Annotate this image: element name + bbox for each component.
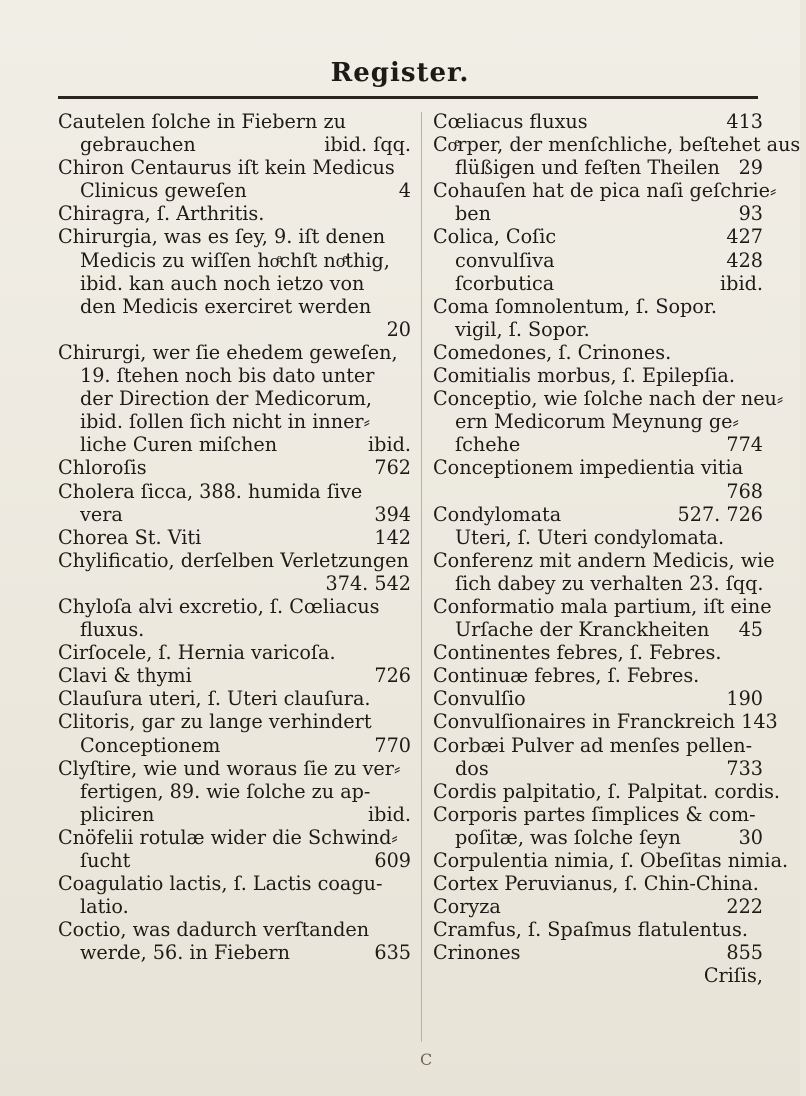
entry-page-ref: Criſis,	[703, 964, 763, 988]
index-entry	[58, 918, 411, 941]
entry-page-ref	[405, 757, 411, 780]
index-entry	[58, 110, 411, 133]
index-column-left	[58, 110, 411, 964]
index-entry	[58, 941, 411, 964]
index-entry	[58, 341, 411, 364]
entry-text: Clauſura uteri, ſ. Uteri clauſura.	[58, 687, 371, 711]
entry-text: vera	[80, 502, 123, 526]
entry-page-ref	[764, 572, 770, 595]
entry-text: ſchehe	[455, 433, 521, 457]
entry-page-ref: 413	[726, 110, 763, 133]
index-entry	[58, 295, 411, 318]
entry-page-ref: 394	[374, 502, 411, 526]
entry-text: liche Curen miſchen	[80, 433, 278, 457]
index-entry	[58, 433, 411, 456]
entry-text: Convulſio	[433, 687, 526, 711]
entry-text: Chirurgi, wer ſie ehedem geweſen,	[58, 340, 398, 364]
index-entry	[433, 941, 763, 964]
index-entry	[58, 549, 411, 572]
index-entry	[58, 364, 411, 387]
index-entry	[58, 133, 411, 156]
entry-page-ref	[405, 364, 411, 387]
entry-page-ref	[405, 918, 411, 941]
entry-text: Conformatio mala partium, iſt eine	[433, 594, 772, 618]
entry-text: Crinones	[433, 941, 521, 965]
entry-page-ref: 774	[726, 433, 763, 457]
entry-text: Corpulentia nimia, ſ. Obeſitas nimia.	[433, 849, 789, 872]
entry-text: Continentes febres, ſ. Febres.	[433, 641, 722, 665]
entry-text	[58, 572, 320, 595]
header-rule	[58, 96, 758, 99]
index-entry	[433, 918, 763, 941]
entry-text: ſcorbutica	[455, 271, 555, 295]
index-entry	[433, 687, 763, 710]
index-entry	[433, 548, 775, 572]
index-entry	[433, 433, 763, 456]
index-entry	[433, 272, 763, 295]
entry-page-ref	[757, 295, 763, 318]
entry-page-ref: ibid. ſqq.	[324, 133, 411, 157]
entry-page-ref	[405, 295, 411, 318]
entry-text: ſucht	[80, 849, 131, 872]
index-entry	[433, 757, 763, 780]
entry-text: ibid. kan auch noch ietzo von	[80, 271, 365, 295]
entry-text: Comitialis morbus, ſ. Epilepſia.	[433, 364, 735, 388]
entry-text: Chirurgia, was es ſey, 9. iſt denen	[58, 225, 386, 249]
entry-page-ref	[757, 526, 763, 549]
entry-text: Condylomata	[433, 502, 562, 526]
entry-text	[433, 480, 720, 503]
index-entry	[433, 225, 763, 248]
column-divider	[421, 112, 422, 1042]
entry-text: Conceptionem	[80, 733, 221, 757]
index-entry	[58, 410, 411, 433]
index-entry	[433, 618, 763, 641]
index-entry	[58, 734, 411, 757]
entry-page-ref: 609	[374, 849, 411, 872]
entry-page-ref: 30	[738, 825, 763, 849]
entry-page-ref	[405, 225, 411, 248]
entry-page-ref	[405, 710, 411, 733]
entry-text: Urſache der Kranckheiten	[455, 618, 710, 642]
index-entry	[433, 526, 763, 549]
index-entry	[433, 480, 763, 503]
entry-page-ref: 726	[374, 664, 411, 688]
index-entry	[433, 133, 801, 157]
entry-text: poſitæ, was ſolche ſeyn	[455, 825, 681, 849]
entry-text: Coma ſomnolentum, ſ. Sopor.	[433, 294, 718, 318]
index-entry	[433, 110, 763, 133]
entry-page-ref: 855	[726, 941, 763, 965]
signature-mark: C	[420, 1050, 433, 1069]
index-entry	[58, 572, 411, 595]
index-entry	[58, 757, 411, 780]
entry-text: Cirſocele, ſ. Hernia varicoſa.	[58, 641, 336, 665]
entry-text: ſich dabey zu verhalten 23. ſqq.	[455, 571, 764, 595]
entry-page-ref	[759, 872, 765, 895]
index-entry	[433, 826, 763, 849]
entry-page-ref: ibid.	[368, 802, 411, 826]
index-entry	[433, 572, 763, 595]
index-entry	[433, 341, 763, 364]
index-entry	[433, 318, 763, 341]
index-entry	[433, 202, 763, 225]
entry-text: Cœliacus fluxus	[433, 110, 588, 133]
entry-page-ref: 93	[738, 202, 763, 226]
entry-page-ref	[405, 341, 411, 364]
entry-page-ref: 427	[726, 225, 763, 249]
index-entry	[58, 687, 411, 710]
entry-text: Cautelen ſolche in Fiebern zu	[58, 110, 346, 133]
entry-page-ref	[780, 780, 786, 803]
entry-page-ref	[776, 179, 782, 202]
entry-text: Cramfus, ſ. Spaſmus flatulentus.	[433, 918, 748, 942]
entry-text: Coͤrper, der menſchliche, beſtehet aus	[433, 133, 801, 157]
entry-text: Cholera ſicca, 388. humida ſive	[58, 479, 363, 503]
entry-text: Conceptionem impedientia vitia	[433, 456, 744, 480]
entry-page-ref: 190	[726, 687, 763, 711]
entry-page-ref: 142	[374, 525, 411, 549]
entry-text	[433, 964, 698, 987]
entry-page-ref	[405, 618, 411, 641]
entry-text: ben	[455, 202, 491, 226]
entry-page-ref: 45	[738, 618, 763, 642]
entry-text: Cnöfelii rotulæ wider die Schwind⸗	[58, 825, 398, 849]
index-entry	[433, 895, 763, 918]
entry-page-ref	[405, 156, 411, 179]
index-entry	[433, 364, 763, 387]
entry-page-ref	[757, 803, 763, 826]
index-entry	[58, 641, 411, 664]
entry-page-ref: 762	[374, 456, 411, 480]
entry-text: Clinicus geweſen	[80, 179, 247, 203]
entry-page-ref: 733	[726, 756, 763, 780]
entry-page-ref: 222	[726, 895, 763, 919]
entry-page-ref	[757, 410, 763, 433]
entry-page-ref	[775, 549, 781, 572]
index-entry	[58, 225, 411, 248]
entry-text: Corporis partes ſimplices & com-	[433, 802, 756, 826]
entry-text: Chiron Centaurus iſt kein Medicus	[58, 156, 395, 180]
entry-page-ref: 4	[398, 179, 411, 203]
entry-text: flüßigen und feſten Theilen	[455, 156, 720, 180]
entry-text: Coagulatio lactis, ſ. Lactis coagu-	[58, 872, 383, 896]
index-entry	[433, 594, 772, 618]
index-entry	[433, 387, 784, 411]
entry-page-ref: ibid.	[720, 271, 763, 295]
index-entry	[433, 734, 763, 757]
index-entry	[58, 664, 411, 687]
index-entry	[433, 779, 781, 803]
entry-page-ref	[405, 826, 411, 849]
index-entry	[433, 710, 778, 734]
index-entry	[58, 710, 411, 733]
index-entry	[58, 272, 411, 295]
entry-text: Coryza	[433, 895, 501, 919]
entry-text: Chylificatio, derſelben Verletzungen	[58, 548, 409, 572]
entry-page-ref	[405, 410, 411, 433]
index-entry	[433, 410, 763, 433]
entry-text: werde, 56. in Fiebern	[80, 941, 290, 965]
entry-page-ref: ibid.	[368, 433, 411, 457]
entry-text: Chorea St. Viti	[58, 525, 202, 549]
entry-page-ref	[409, 549, 415, 572]
entry-text: der Direction der Medicorum,	[80, 387, 373, 411]
entry-page-ref	[405, 387, 411, 410]
index-entry	[433, 295, 763, 318]
index-entry	[58, 803, 411, 826]
page-header: Register.	[330, 58, 470, 88]
entry-text: latio.	[80, 895, 129, 919]
entry-text: Chloroſis	[58, 456, 147, 480]
entry-page-ref: 770	[374, 733, 411, 757]
entry-text: Uteri, ſ. Uteri condylomata.	[455, 525, 725, 549]
entry-page-ref	[405, 272, 411, 295]
entry-text: vigil, ſ. Sopor.	[455, 317, 590, 341]
entry-text: dos	[455, 756, 489, 780]
index-entry	[433, 249, 763, 272]
entry-page-ref	[757, 918, 763, 941]
entry-text: Cortex Peruvianus, ſ. Chin-China.	[433, 872, 759, 896]
entry-page-ref: 374. 542	[325, 571, 411, 595]
index-entry	[58, 480, 411, 503]
index-entry	[58, 179, 411, 202]
index-entry	[433, 664, 763, 687]
entry-page-ref	[800, 133, 806, 156]
entry-page-ref	[783, 387, 789, 410]
entry-page-ref	[405, 249, 411, 272]
entry-page-ref	[757, 318, 763, 341]
entry-text: Coctio, was dadurch verſtanden	[58, 918, 370, 942]
entry-page-ref	[757, 641, 763, 664]
index-entry	[58, 826, 411, 849]
entry-text: Chyloſa alvi excretio, ſ. Cœliacus	[58, 594, 380, 618]
entry-page-ref	[405, 480, 411, 503]
entry-text: Colica, Coſic	[433, 225, 557, 249]
entry-text: den Medicis exerciret werden	[80, 294, 372, 318]
index-entry	[433, 803, 763, 826]
index-entry	[58, 595, 411, 618]
index-entry	[58, 456, 411, 479]
entry-page-ref	[405, 641, 411, 664]
entry-page-ref: 143	[741, 710, 778, 734]
entry-page-ref	[757, 456, 763, 479]
index-entry	[433, 641, 763, 664]
entry-text: convulſiva	[455, 248, 555, 272]
entry-text: Conceptio, wie ſolche nach der neu⸗	[433, 387, 784, 411]
index-entry	[58, 618, 411, 641]
entry-page-ref	[405, 687, 411, 710]
entry-page-ref: 635	[374, 941, 411, 965]
index-entry	[58, 387, 411, 410]
entry-page-ref	[405, 110, 411, 133]
entry-page-ref: 20	[386, 317, 411, 341]
entry-text: Clyſtire, wie und woraus ſie zu ver⸗	[58, 756, 401, 780]
entry-text: pliciren	[80, 802, 155, 826]
entry-page-ref	[788, 849, 794, 872]
index-entry	[433, 872, 763, 895]
index-entry	[58, 156, 411, 179]
index-entry	[58, 318, 411, 341]
entry-text: Clitoris, gar zu lange verhindert	[58, 710, 372, 734]
entry-text: Comedones, ſ. Crinones.	[433, 340, 672, 364]
entry-page-ref: 29	[738, 156, 763, 180]
index-entry	[58, 895, 411, 918]
entry-text: Clavi & thymi	[58, 664, 192, 688]
entry-page-ref: 428	[726, 248, 763, 272]
entry-text: ibid. ſollen ſich nicht in inner⸗	[80, 410, 370, 434]
entry-text: fluxus.	[80, 618, 145, 642]
entry-text: Cohauſen hat de pica naſi geſchrie⸗	[433, 179, 777, 203]
entry-page-ref	[405, 595, 411, 618]
entry-text: Convulſionaires in Franckreich	[433, 710, 736, 734]
index-entry	[58, 202, 411, 225]
entry-page-ref	[757, 734, 763, 757]
entry-text: Conferenz mit andern Medicis, wie	[433, 548, 775, 572]
entry-text: Chiragra, ſ. Arthritis.	[58, 202, 265, 226]
entry-text: Medicis zu wiſſen hoͤchſt noͤthig,	[80, 248, 390, 272]
entry-text: gebrauchen	[80, 133, 196, 157]
entry-page-ref	[405, 872, 411, 895]
entry-text: 19. ſtehen noch bis dato unter	[80, 364, 375, 388]
entry-text: Cordis palpitatio, ſ. Palpitat. cordis.	[433, 779, 781, 803]
index-entry	[433, 849, 789, 872]
index-entry	[433, 964, 763, 987]
index-entry	[433, 503, 763, 526]
index-entry	[58, 872, 411, 895]
entry-page-ref	[757, 364, 763, 387]
entry-text: Corbæi Pulver ad menſes pellen-	[433, 733, 753, 757]
entry-text	[58, 318, 381, 341]
entry-page-ref: 527. 726	[677, 502, 763, 526]
entry-page-ref	[405, 780, 411, 803]
index-entry	[58, 780, 411, 803]
index-entry	[58, 249, 411, 272]
entry-text: ern Medicorum Meynung ge⸗	[455, 410, 739, 434]
index-entry	[433, 179, 777, 203]
index-entry	[433, 156, 763, 179]
index-entry	[58, 849, 411, 872]
entry-text: fertigen, 89. wie ſolche zu ap-	[80, 779, 371, 803]
index-column-right	[433, 110, 801, 988]
entry-page-ref	[757, 341, 763, 364]
index-entry	[433, 456, 763, 479]
entry-page-ref	[772, 595, 778, 618]
index-entry	[58, 503, 411, 526]
entry-text: Continuæ febres, ſ. Febres.	[433, 664, 700, 688]
entry-page-ref: 768	[726, 479, 763, 503]
entry-page-ref	[757, 664, 763, 687]
entry-page-ref	[405, 202, 411, 225]
entry-page-ref	[405, 895, 411, 918]
index-entry	[58, 526, 411, 549]
